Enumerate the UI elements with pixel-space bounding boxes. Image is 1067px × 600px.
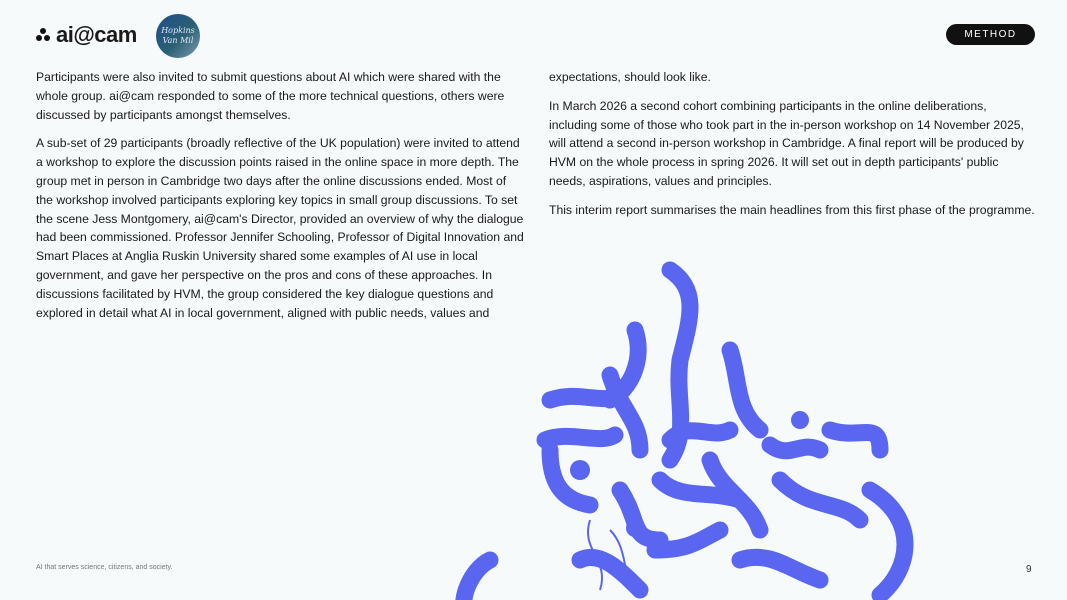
paragraph: expectations, should look like. bbox=[549, 70, 711, 84]
footer-tagline: AI that serves science, citizens, and society. bbox=[36, 564, 173, 571]
logo-dots-icon bbox=[36, 28, 50, 42]
section-badge: METHOD bbox=[946, 24, 1035, 45]
decorative-blob-art bbox=[440, 250, 940, 600]
paragraph: In March 2026 a second cohort combining participants in the online deliberations, including some of those who took part in the in-person workshop on 14 November 2025, will attend a second in-person workshop in Cambridge. A final report will be produced by HVM on the whole process in spring 2026. It will set out in depth participants' public needs, aspirations, values and principles. bbox=[549, 98, 1024, 188]
right-column bbox=[549, 68, 1037, 230]
page-number: 9 bbox=[1026, 564, 1032, 575]
paragraph: A sub-set of 29 participants (broadly reflective of the UK population) were invited to attend a workshop to explore the discussion points raised in the online space in more depth. The group met in person in Cambridge two days after the online discussions ended. Most of the workshop involved participants exploring key topics in small group discussions. To set the scene Jess Montgomery, ai@cam's Director, provided an overview of why the dialogue had been commissioned. Professor Jennifer Schooling, Professor of Digital Innovation and Smart Places at Anglia Ruskin University shared some examples of AI use in local government, and gave her perspective on the pros and cons of these approaches. In discussions facilitated by HVM, the group considered the key dialogue questions and explored in detail what AI in local government, aligned with public needs, values and bbox=[36, 136, 524, 320]
hvm-logo bbox=[156, 14, 200, 58]
paragraph: This interim report summarises the main headlines from this first phase of the programme. bbox=[549, 202, 1035, 217]
paragraph: Participants were also invited to submit questions about AI which were shared with the whole group. ai@cam responded to some of the more technical questions, others were discussed by participants amongst themselves. bbox=[36, 70, 505, 122]
hvm-logo-line1: Hopkins bbox=[161, 26, 195, 36]
hvm-logo-line2: Van Mil bbox=[162, 36, 194, 45]
aicam-logo bbox=[36, 22, 137, 48]
brand-name: ai@cam bbox=[56, 22, 137, 47]
